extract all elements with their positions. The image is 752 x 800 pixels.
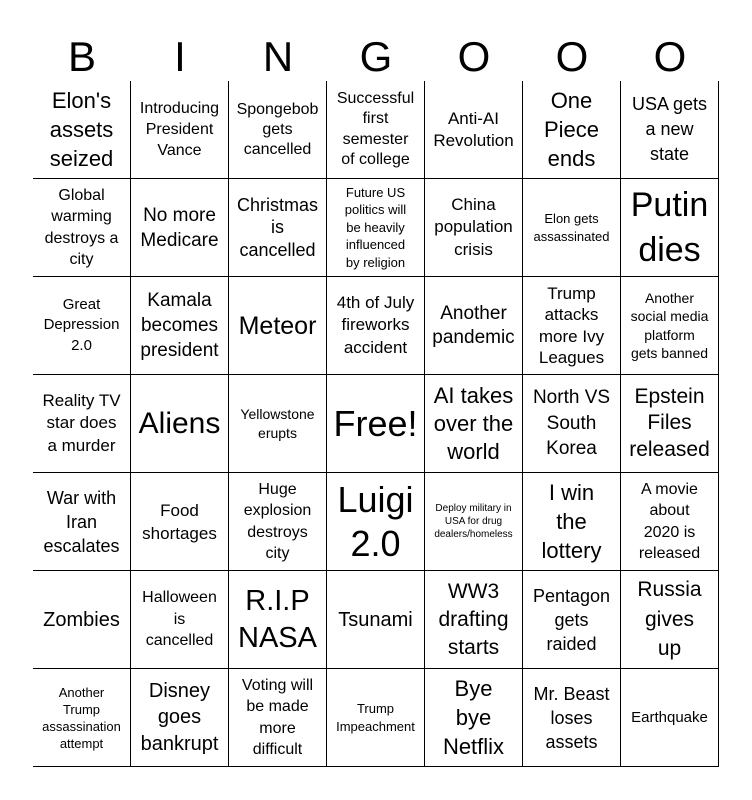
bingo-cell[interactable] [621, 571, 719, 669]
bingo-cell[interactable] [33, 571, 131, 669]
bingo-cell[interactable] [131, 571, 229, 669]
bingo-cell-text: Food shortages [142, 500, 217, 543]
bingo-cell-text: Global warming destroys a city [44, 186, 119, 268]
bingo-cell[interactable] [523, 669, 621, 767]
bingo-cell[interactable] [425, 81, 523, 179]
bingo-cell[interactable] [327, 375, 425, 473]
bingo-cell-text: Russia gives up [637, 578, 702, 661]
bingo-cell[interactable] [621, 81, 719, 179]
bingo-cell[interactable] [425, 669, 523, 767]
bingo-cell[interactable] [327, 277, 425, 375]
bingo-cell[interactable] [33, 375, 131, 473]
bingo-cell[interactable] [33, 81, 131, 179]
bingo-cell[interactable] [523, 81, 621, 179]
bingo-cell-text: China population crisis [434, 194, 513, 259]
bingo-cell-text: North VS South Korea [532, 387, 611, 460]
header-letter: B [67, 33, 96, 80]
bingo-cell-text: Elon gets assassinated [533, 210, 610, 244]
bingo-cell-text: Trump Impeachment [336, 701, 415, 734]
bingo-cell[interactable] [229, 571, 327, 669]
bingo-cell[interactable] [131, 179, 229, 277]
bingo-cell[interactable] [621, 473, 719, 571]
bingo-cell[interactable] [327, 473, 425, 571]
bingo-cell[interactable] [327, 571, 425, 669]
bingo-cell[interactable] [229, 669, 327, 767]
bingo-cell[interactable] [131, 277, 229, 375]
bingo-cell[interactable] [425, 179, 523, 277]
bingo-cell[interactable] [229, 375, 327, 473]
bingo-cell-text: Introducing President Vance [139, 100, 220, 159]
bingo-cell[interactable] [327, 669, 425, 767]
bingo-cell-text: I win the lottery [541, 480, 602, 563]
bingo-cell[interactable] [425, 375, 523, 473]
bingo-cell-text: Elon's assets seized [49, 88, 114, 171]
bingo-cell-text: USA gets a new state [631, 94, 708, 164]
bingo-cell-text: Voting will be made more difficult [241, 676, 314, 758]
bingo-cell-text: 4th of July fireworks accident [336, 292, 415, 357]
bingo-cell-text: WW3 drafting starts [438, 579, 509, 659]
bingo-cell-text: Trump attacks more Ivy Leagues [538, 283, 605, 367]
bingo-cell-text: R.I.P NASA [238, 584, 317, 654]
bingo-cell[interactable] [621, 277, 719, 375]
bingo-cell-text: A movie about 2020 is released [638, 480, 701, 562]
bingo-cell-text: Earthquake [631, 708, 708, 726]
bingo-cell-text: Bye bye Netflix [442, 676, 505, 759]
bingo-cell[interactable] [131, 375, 229, 473]
bingo-cell[interactable] [621, 669, 719, 767]
bingo-cell-text: Pentagon gets raided [532, 585, 611, 654]
bingo-cell[interactable] [33, 473, 131, 571]
bingo-cell-text: Epstein Files released [629, 384, 710, 461]
bingo-cell[interactable] [229, 179, 327, 277]
bingo-cell[interactable] [229, 81, 327, 179]
header-letter: G [359, 33, 393, 80]
bingo-cell-text: Kamala becomes president [140, 290, 219, 361]
bingo-cell-text: Meteor [238, 311, 317, 340]
bingo-cell[interactable] [425, 571, 523, 669]
bingo-cell-text: Future US politics will be heavily influenced by religion [344, 184, 407, 270]
bingo-cell-text: Another social media platform gets banned [630, 289, 709, 361]
bingo-cell[interactable] [131, 81, 229, 179]
bingo-cell[interactable] [229, 277, 327, 375]
bingo-cell[interactable] [621, 179, 719, 277]
bingo-cell-text: Yellowstone erupts [240, 405, 315, 441]
bingo-cell-text: Tsunami [338, 608, 413, 631]
bingo-cell-text: Zombies [43, 608, 120, 631]
bingo-cell-text: Another Trump assassination attempt [42, 684, 121, 751]
bingo-cell[interactable] [131, 473, 229, 571]
bingo-cell-text: Successful first semester of college [336, 89, 415, 168]
bingo-cell-text: Free! [333, 402, 418, 444]
bingo-cell[interactable] [523, 571, 621, 669]
bingo-cell-text: Another pandemic [432, 302, 515, 348]
bingo-cell[interactable] [523, 179, 621, 277]
bingo-cell-text: Christmas is cancelled [236, 194, 318, 260]
bingo-cell-text: No more Medicare [140, 204, 219, 251]
bingo-cell[interactable] [327, 179, 425, 277]
bingo-cell-text: Putin dies [630, 185, 709, 269]
bingo-cell-text: Disney goes bankrupt [140, 679, 219, 755]
bingo-cell-text: Aliens [138, 406, 221, 440]
bingo-cell[interactable] [425, 277, 523, 375]
bingo-cell[interactable] [425, 473, 523, 571]
bingo-cell[interactable] [229, 473, 327, 571]
bingo-cell-text: Anti-AI Revolution [433, 108, 514, 150]
bingo-cell-text: Spongebob gets cancelled [236, 100, 319, 158]
bingo-cell-text: War with Iran escalates [43, 487, 120, 556]
bingo-cell-text: Deploy military in USA for drug dealers/homeless [434, 503, 513, 540]
bingo-cell-text: Halloween is cancelled [142, 589, 217, 650]
bingo-cell[interactable] [33, 277, 131, 375]
bingo-cell-text: Huge explosion destroys city [243, 480, 312, 562]
bingo-header [33, 33, 719, 81]
bingo-cell[interactable] [523, 473, 621, 571]
bingo-cell[interactable] [523, 277, 621, 375]
bingo-cell-text: AI takes over the world [433, 382, 514, 464]
bingo-cell[interactable] [523, 375, 621, 473]
header-letter: O [555, 33, 589, 80]
bingo-board [33, 81, 719, 767]
bingo-cell-text: One Piece ends [543, 88, 600, 171]
bingo-cell[interactable] [621, 375, 719, 473]
bingo-cell[interactable] [131, 669, 229, 767]
bingo-cell[interactable] [327, 81, 425, 179]
bingo-cell-text: Luigi 2.0 [337, 478, 414, 564]
bingo-cell-text: Mr. Beast loses assets [533, 683, 610, 752]
bingo-cell-text: Great Depression 2.0 [43, 295, 120, 354]
header-letter: I [174, 33, 186, 80]
bingo-cell[interactable] [33, 669, 131, 767]
header-letter: N [262, 33, 294, 80]
bingo-cell-text: Reality TV star does a murder [42, 390, 121, 455]
header-letter: O [457, 33, 491, 80]
header-letter: O [653, 33, 687, 80]
bingo-cell[interactable] [33, 179, 131, 277]
